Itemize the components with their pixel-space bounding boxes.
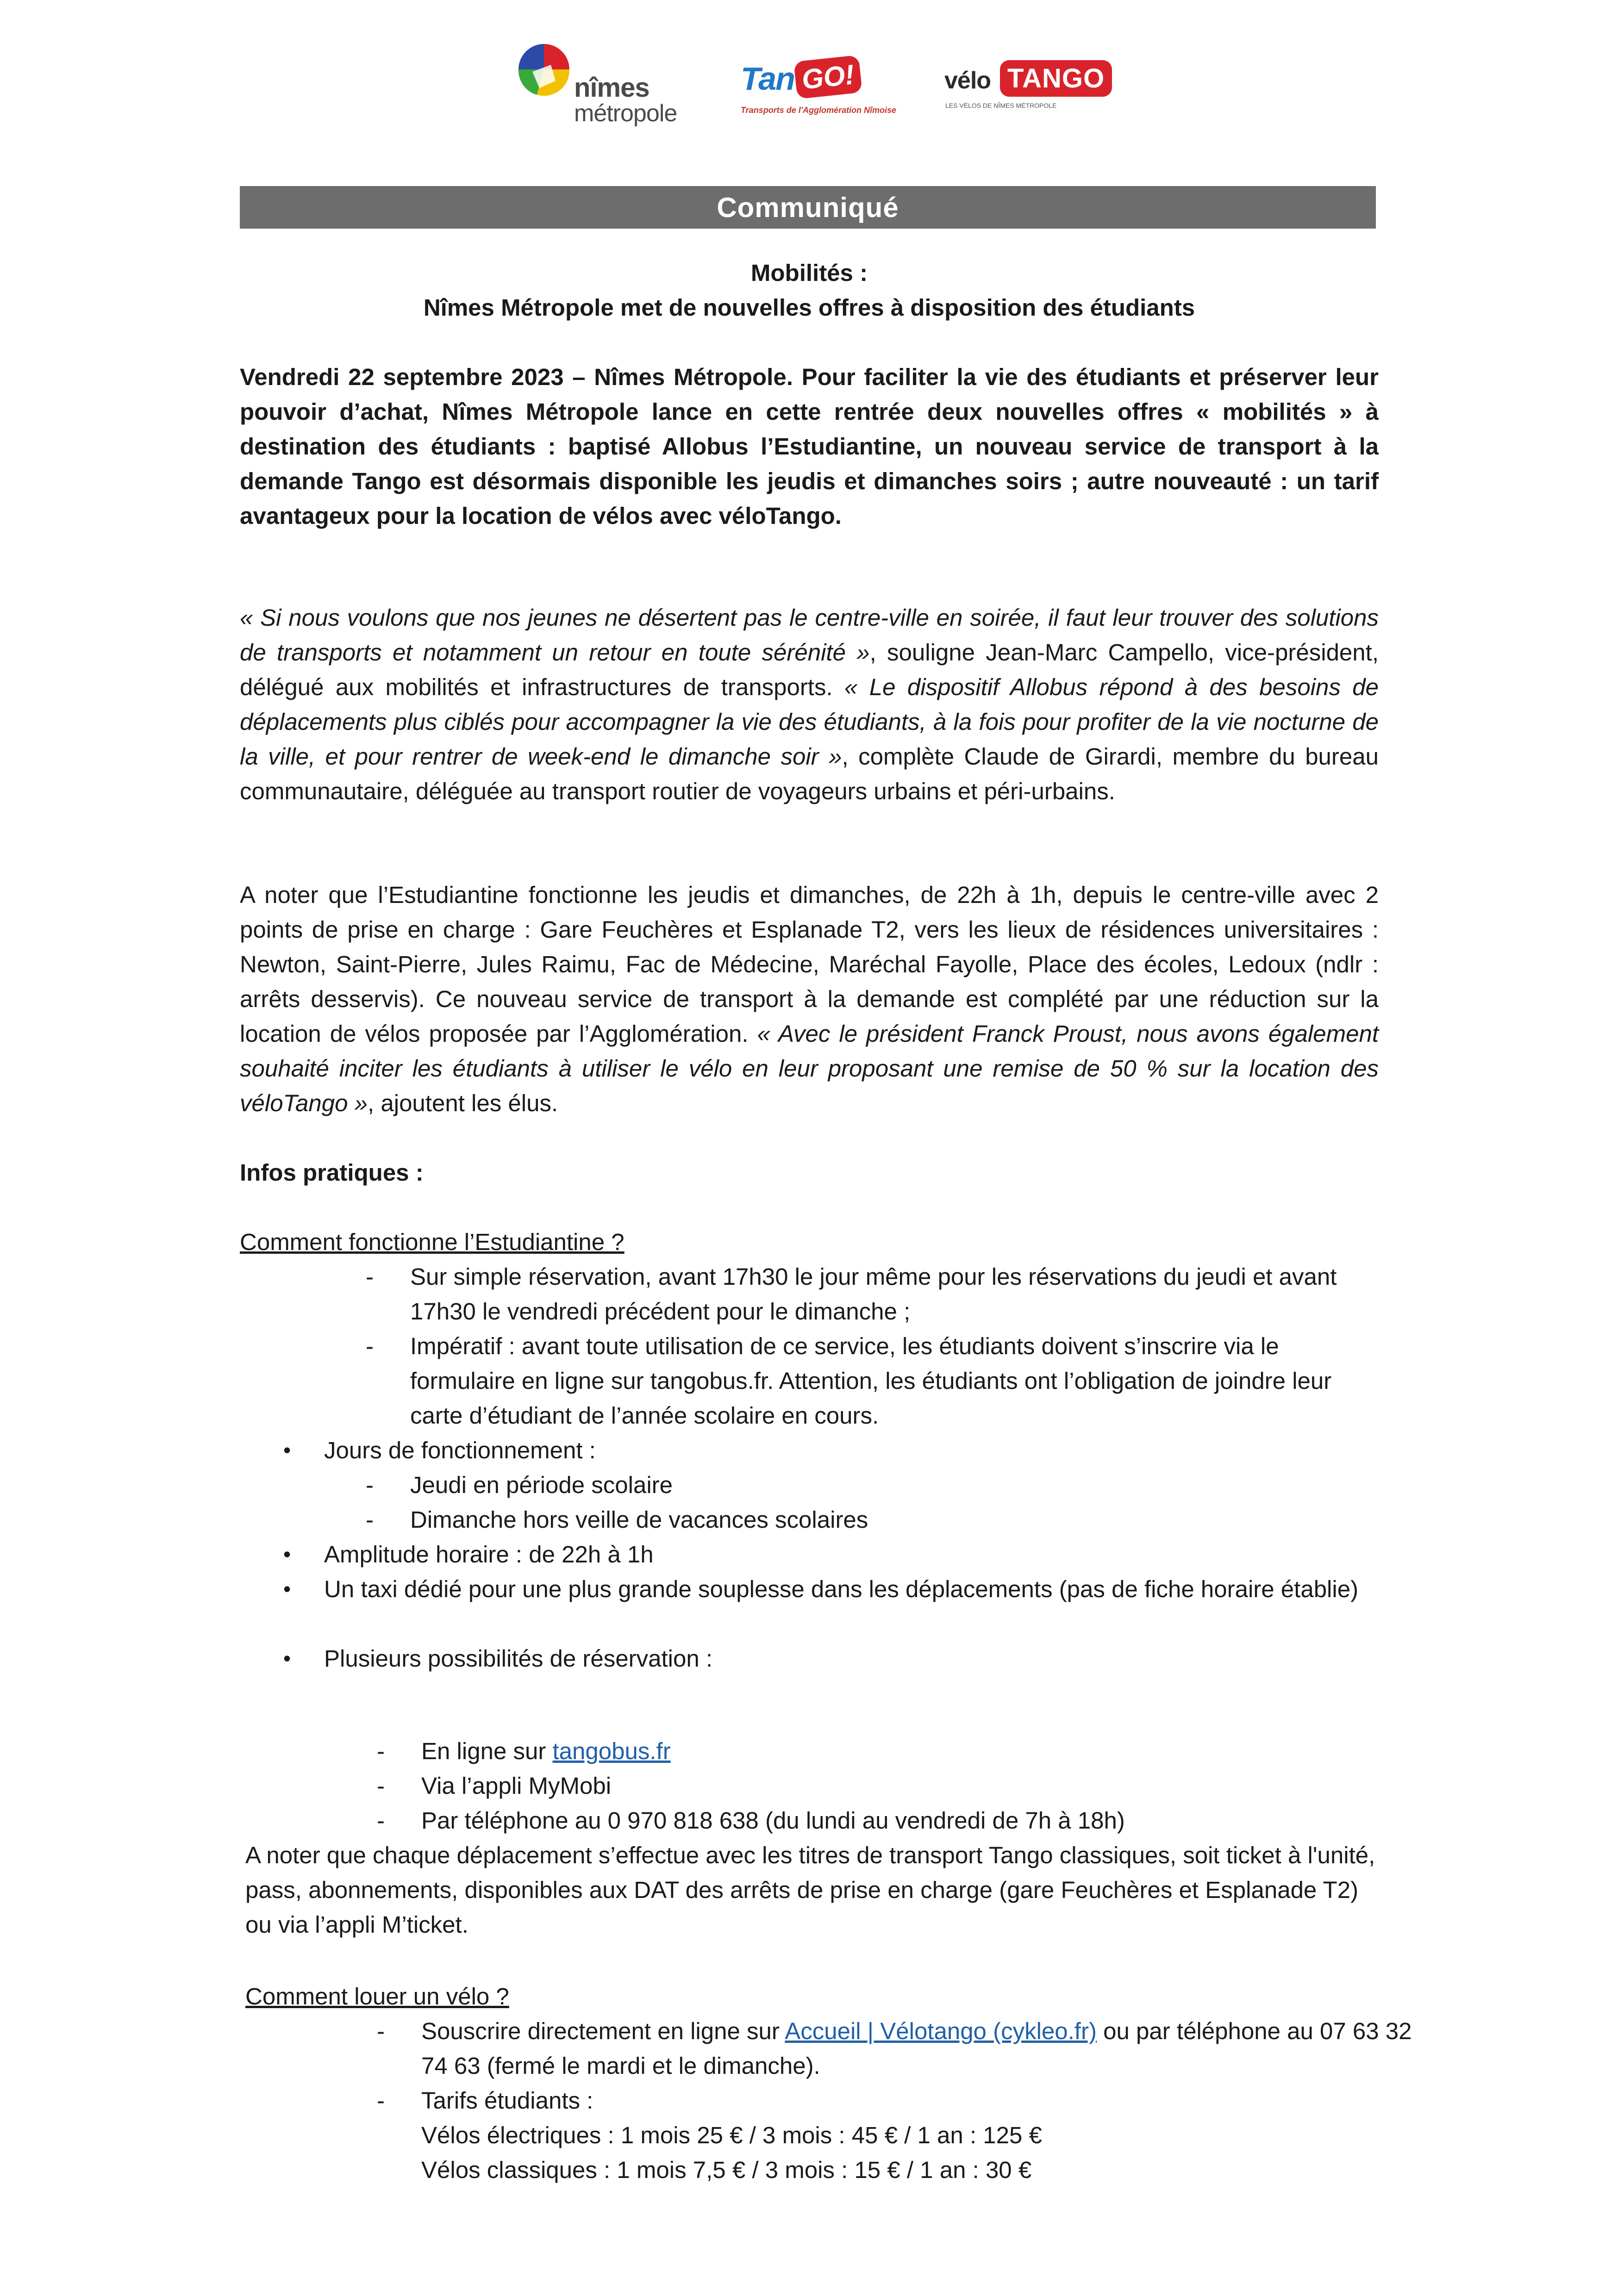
- online-prefix: En ligne sur: [421, 1738, 553, 1764]
- dash-mark: -: [377, 2087, 385, 2114]
- list-item-app: [377, 1768, 612, 1803]
- quote-campello: « Si nous voulons que nos jeunes ne désertent pas le centre-ville en soirée, il faut leur trouver des solutions de transports et notamment un retour en toute sérénité »: [240, 604, 1379, 666]
- dash-mark: -: [366, 1506, 374, 1533]
- note-paragraph: [240, 877, 1379, 1120]
- subscribe-prefix: Souscrire directement en ligne sur: [421, 2018, 785, 2044]
- bullet-taxi: [283, 1572, 1366, 1606]
- quote-paragraph: [240, 600, 1379, 809]
- quote-attribution-1: , souligne Jean-Marc Campello, vice-président, délégué aux mobilités et infrastructures de transports.: [240, 639, 1379, 700]
- list-item-text: Par téléphone au 0 970 818 638 (du lundi au vendredi de 7h à 18h): [421, 1807, 1125, 1834]
- list-item-imperatif: [366, 1329, 1373, 1433]
- nimes-metropole-logo: [509, 32, 694, 125]
- tango-logo-word: Tan: [741, 61, 794, 97]
- dash-mark: -: [377, 1773, 385, 1799]
- logo-bar: [509, 32, 1157, 130]
- dash-mark: -: [377, 1807, 385, 1834]
- list-item-text: Via l’appli MyMobi: [421, 1773, 612, 1799]
- dash-mark: -: [377, 1738, 385, 1764]
- dash-mark: -: [366, 1472, 374, 1498]
- communique-banner: [240, 186, 1376, 229]
- list-item-text: Sur simple réservation, avant 17h30 le jour même pour les réservations du jeudi et avant 17h30 le vendredi précédent pour le dimanche ;: [410, 1263, 1337, 1325]
- tickets-note: A noter que chaque déplacement s’effectue avec les titres de transport Tango classiques, soit ticket à l'unité, pass, abonnements, disponibles aux DAT des arrêts de prise en charge (gare Feuchères et Esplanade T2) ou via l’appli M’ticket.: [245, 1842, 1375, 1938]
- tariffs-label: Tarifs étudiants :: [421, 2087, 593, 2114]
- nimes-logo-word: nîmes: [574, 73, 650, 103]
- velotango-tagline: LES VÉLOS DE NÎMES MÉTROPOLE: [945, 102, 1057, 109]
- tariff-electric: Vélos électriques : 1 mois 25 € / 3 mois : 45 € / 1 an : 125 €: [421, 2122, 1042, 2148]
- lead-paragraph: Vendredi 22 septembre 2023 – Nîmes Métropole. Pour faciliter la vie des étudiants et préserver leur pouvoir d’achat, Nîmes Métropole lance en cette rentrée deux nouvelles offres « mobilités » à destination des étudiants : baptisé Allobus l’Estudiantine, un nouveau service de transport à la demande Tango est désormais disponible les jeudis et dimanches soirs ; autre nouveauté : un tarif avantageux pour la location de vélos avec véloTango.: [240, 364, 1379, 529]
- tariff-classic: Vélos classiques : 1 mois 7,5 € / 3 mois : 15 € / 1 an : 30 €: [421, 2157, 1032, 2183]
- estudiantine-heading: Comment fonctionne l’Estudiantine ?: [240, 1229, 625, 1255]
- list-item-reservation: [366, 1259, 1373, 1329]
- list-item-dimanche: [366, 1502, 868, 1537]
- infos-heading: Infos pratiques :: [240, 1159, 424, 1186]
- quote-girardi: « Le dispositif Allobus répond à des besoins de déplacements plus ciblés pour accompagner la vie des étudiants, à la fois pour profiter de la vie nocturne de la ville, et pour rentrer de week-end le dimanche soir »: [240, 674, 1379, 770]
- tango-go-badge: GO!: [793, 55, 862, 99]
- velo-heading: Comment louer un vélo ?: [245, 1983, 509, 2010]
- list-item-tariffs: [377, 2083, 1412, 2187]
- tango-tagline: Transports de l'Agglomération Nîmoise: [741, 106, 897, 115]
- bullet-text: Un taxi dédié pour une plus grande souplesse dans les déplacements (pas de fiche horaire établie): [324, 1576, 1359, 1602]
- quote-elus: « Avec le président Franck Proust, nous avons également souhaité inciter les étudiants à utiliser le vélo en leur proposant une remise de 50 % sur la location des véloTango »: [240, 1020, 1379, 1116]
- nimes-metropole-emblem-icon: [509, 37, 574, 116]
- subscribe-suffix: ou par téléphone au 07 63 32 74 63 (fermé le mardi et le dimanche).: [421, 2018, 1412, 2079]
- list-item-text: Dimanche hors veille de vacances scolaires: [410, 1506, 868, 1533]
- list-item-phone: [377, 1803, 1125, 1838]
- bullet-text: Amplitude horaire : de 22h à 1h: [324, 1541, 654, 1568]
- metropole-logo-word: métropole: [574, 100, 677, 127]
- bullet-mark: •: [283, 1577, 291, 1601]
- bullet-booking: [283, 1641, 1366, 1676]
- dash-mark: -: [366, 1333, 374, 1359]
- list-item-subscribe: [377, 2014, 1412, 2083]
- velotango-logo: [944, 57, 1130, 113]
- dash-mark: -: [366, 1263, 374, 1290]
- list-item-jeudi: [366, 1468, 673, 1502]
- list-item-online: [377, 1734, 671, 1768]
- note-attribution: , ajoutent les élus.: [368, 1090, 558, 1116]
- velo-logo-word: vélo: [944, 67, 991, 94]
- tango-logo: [741, 51, 897, 120]
- note-text: A noter que l’Estudiantine fonctionne les jeudis et dimanches, de 22h à 1h, depuis le centre-ville avec 2 points de prise en charge : Gare Feuchères et Esplanade T2, vers les lieux de résidences universitaires : Newton, Saint-Pierre, Jules Raimu, Fac de Médecine, Maréchal Fayolle, Place des écoles, Ledoux (ndlr : arrêts desservis). Ce nouveau service de transport à la demande est complété par une réduction sur la location de vélos proposée par l’Agglomération.: [240, 882, 1379, 1047]
- tangobus-link[interactable]: tangobus.fr: [552, 1738, 671, 1764]
- bullet-text: Plusieurs possibilités de réservation :: [324, 1645, 713, 1672]
- velotango-link[interactable]: Accueil | Vélotango (cykleo.fr): [785, 2018, 1097, 2044]
- bullet-text: Jours de fonctionnement :: [324, 1437, 596, 1463]
- list-item-text: Jeudi en période scolaire: [410, 1472, 673, 1498]
- title-line-1: Mobilités :: [750, 260, 868, 286]
- bullet-mark: •: [283, 1646, 291, 1670]
- quote-attribution-2: , complète Claude de Girardi, membre du bureau communautaire, déléguée au transport routier de voyageurs urbains et péri-urbains.: [240, 743, 1379, 804]
- list-item-text: Impératif : avant toute utilisation de ce service, les étudiants doivent s’inscrire via le formulaire en ligne sur tangobus.fr. Attention, les étudiants ont l’obligation de joindre leur carte d’étudiant de l’année scolaire en cours.: [410, 1333, 1332, 1429]
- bullet-mark: •: [283, 1542, 291, 1566]
- bullet-mark: •: [283, 1438, 291, 1462]
- velotango-badge: TANGO: [1000, 60, 1112, 97]
- bullet-days: [283, 1433, 1366, 1468]
- banner-title: Communiqué: [717, 192, 899, 223]
- dash-mark: -: [377, 2018, 385, 2044]
- title-line-2: Nîmes Métropole met de nouvelles offres à disposition des étudiants: [423, 294, 1195, 321]
- bullet-hours: [283, 1537, 1366, 1572]
